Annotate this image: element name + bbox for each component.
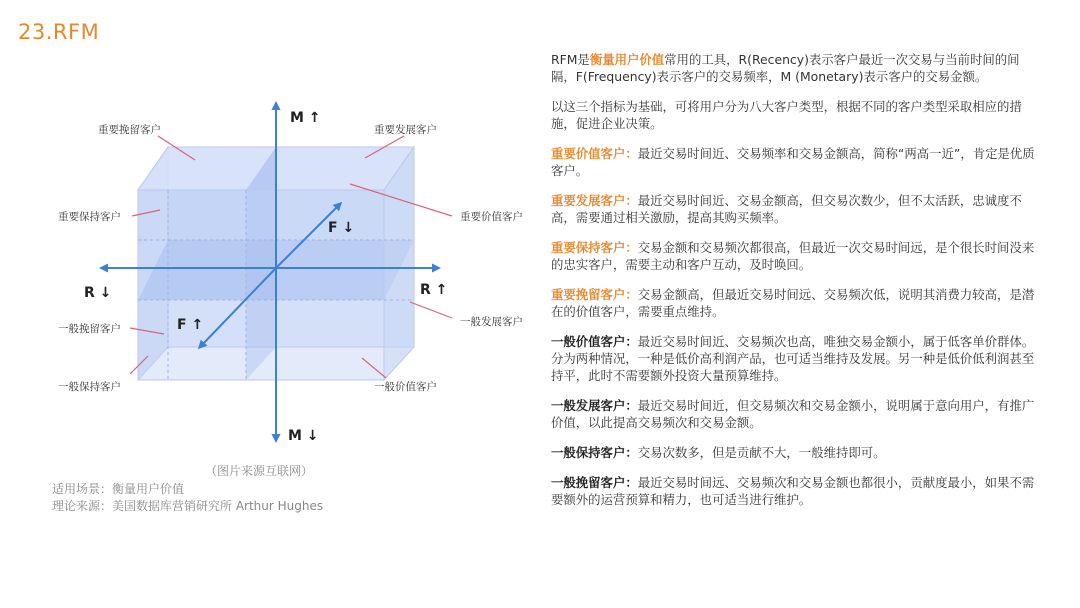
- segment-text: 最近交易时间近、交易频次也高，唯独交易金额小，属于低客单价群体。分为两种情况，一种是低价高利润产品，也可适当维持及发展。另一种是低价低利润甚至持平，此时不需要额外投资大量预算维持。: [551, 334, 1035, 383]
- intro-lead: RFM是: [551, 52, 590, 67]
- segment-text: 交易次数多，但是贡献不大，一般维持即可。: [637, 445, 886, 460]
- segment-name: 重要发展客户：: [551, 193, 638, 208]
- axis-label-r-down: R ↓: [84, 285, 112, 301]
- segment-paragraph: [551, 286, 1043, 320]
- scene-text: 适用场景：衡量用户价值: [52, 482, 185, 496]
- page-title: 23.RFM: [18, 20, 100, 44]
- label-important-keep: 重要保持客户: [58, 211, 121, 223]
- segment-name: 一般价值客户：: [551, 334, 638, 349]
- intro-highlight: 衡量用户价值: [589, 52, 665, 67]
- intro-rest: 常用的工具，R(Recency)表示客户最近一次交易与当前时间的间隔，F(Frequency)表示客户的交易频率，M (Monetary)表示客户的交易金额。: [551, 52, 1020, 84]
- segment-name: 重要价值客户：: [551, 146, 638, 161]
- intro-paragraph: [551, 51, 1043, 85]
- segment-paragraph: [551, 192, 1043, 226]
- image-caption: （图片来源互联网）: [205, 464, 314, 478]
- source-text: 理论来源：美国数据库营销研究所 Arthur Hughes: [52, 499, 324, 513]
- axis-label-m-up: M ↑: [290, 110, 321, 126]
- label-general-retain: 一般挽留客户: [58, 323, 121, 335]
- label-general-develop: 一般发展客户: [460, 316, 523, 328]
- axis-label-m-down: M ↓: [288, 428, 319, 444]
- axis-label-f-down: F ↓: [328, 220, 355, 236]
- axis-label-r-up: R ↑: [420, 282, 448, 298]
- segment-text: 最近交易时间近，但交易频次和交易金额小，说明属于意向用户，有推广价值，以此提高交易频次和交易金额。: [551, 398, 1035, 430]
- segment-text: 最近交易时间近、交易金额高，但交易次数少，但不太活跃，忠诚度不高，需要通过相关激励，提高其购买频率。: [551, 193, 1022, 225]
- segment-paragraph: [551, 474, 1043, 508]
- segment-name: 一般挽留客户：: [551, 475, 638, 490]
- segment-paragraph: [551, 145, 1043, 179]
- description-panel: [551, 51, 1043, 521]
- segment-name: 一般发展客户：: [551, 398, 638, 413]
- rfm-cube-svg: [40, 92, 540, 452]
- label-important-retain: 重要挽留客户: [98, 124, 161, 136]
- segment-text: 交易金额和交易频次都很高，但最近一次交易时间远，是个很长时间没来的忠实客户，需要主动和客户互动，及时唤回。: [551, 240, 1035, 272]
- segment-paragraph: [551, 333, 1043, 384]
- segment-paragraph: [551, 444, 1043, 461]
- segment-paragraph: [551, 239, 1043, 273]
- segment-text: 交易金额高，但最近交易时间远、交易频次低，说明其消费力较高，是潜在的价值客户，需要重点维持。: [551, 287, 1035, 319]
- label-important-value: 重要价值客户: [460, 211, 523, 223]
- rfm-cube-diagram: [40, 92, 540, 452]
- segment-text: 最近交易时间近、交易频率和交易金额高，简称“两高一近”，肯定是优质客户。: [551, 146, 1035, 178]
- label-general-value: 一般价值客户: [374, 381, 437, 393]
- segment-text: 最近交易时间远、交易频次和交易金额也都很小，贡献度最小，如果不需要额外的运营预算和精力，也可适当进行维护。: [551, 475, 1035, 507]
- segment-name: 一般保持客户：: [551, 445, 638, 460]
- segment-name: 重要保持客户：: [551, 240, 638, 255]
- segment-name: 重要挽留客户：: [551, 287, 638, 302]
- basis-paragraph: 以这三个指标为基础，可将用户分为八大客户类型，根据不同的客户类型采取相应的措施，促进企业决策。: [551, 99, 1022, 131]
- segment-paragraph: [551, 397, 1043, 431]
- label-important-develop: 重要发展客户: [374, 124, 437, 136]
- axis-label-f-up: F ↑: [177, 317, 204, 333]
- label-general-keep: 一般保持客户: [58, 381, 121, 393]
